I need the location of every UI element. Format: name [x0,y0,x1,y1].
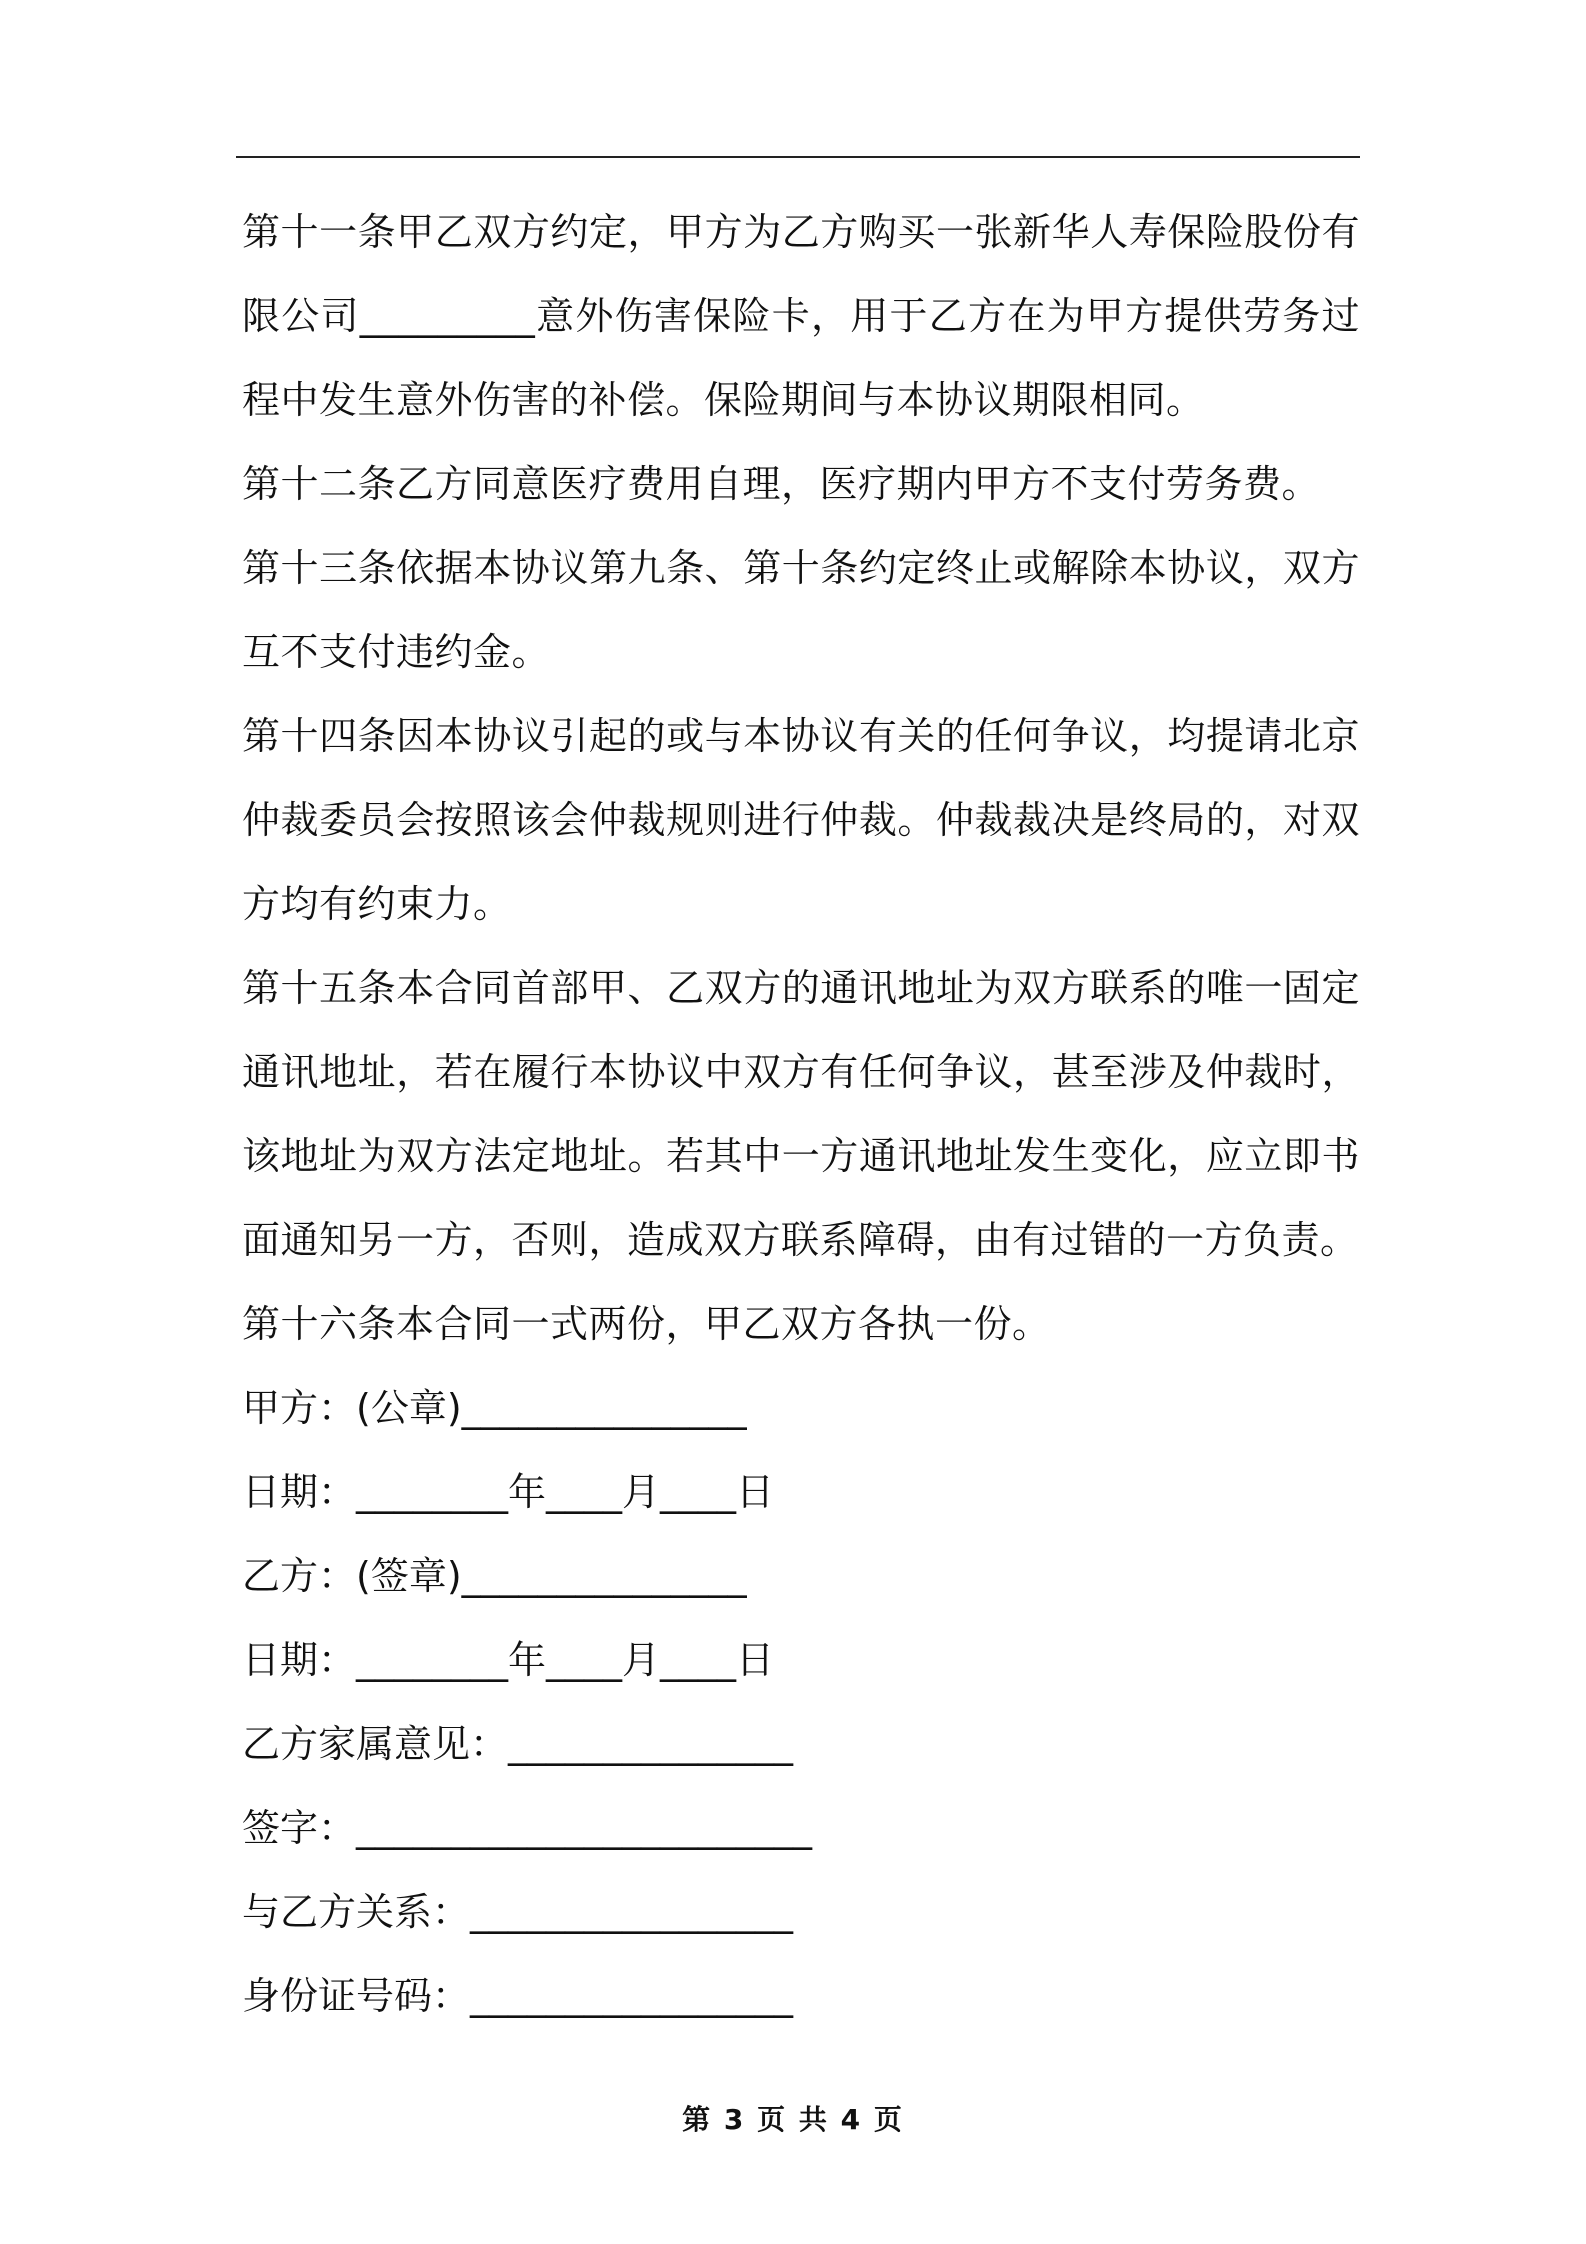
clause-16: 第十六条本合同一式两份，甲乙双方各执一份。 [242,1302,1051,1346]
party-a-seal-line: 甲方：(公章)_______________ [242,1386,747,1430]
clause-14: 第十四条因本协议引起的或与本协议有关的任何争议，均提请北京仲裁委员会按照该会仲裁规则进行仲裁。仲裁裁决是终局的，对双方均有约束力。 [242,714,1360,926]
clause-11: 第十一条甲乙双方约定，甲方为乙方购买一张新华人寿保险股份有限公司_________意外伤害保险卡，用于乙方在为甲方提供劳务过程中发生意外伤害的补偿。保险期间与本协议期限相同。 [242,210,1360,422]
relationship-line: 与乙方关系：_________________ [242,1890,794,1934]
clause-13: 第十三条依据本协议第九条、第十条约定终止或解除本协议，双方互不支付违约金。 [242,546,1360,674]
document-body [242,190,1360,2038]
clause-12: 第十二条乙方同意医疗费用自理，医疗期内甲方不支付劳务费。 [242,462,1321,506]
id-number-line: 身份证号码：_________________ [242,1974,794,2018]
page-number-footer: 第 3 页 共 4 页 [682,2103,904,2136]
family-signature-line: 签字：________________________ [242,1806,813,1850]
family-opinion-line: 乙方家属意见：_______________ [242,1722,794,1766]
party-b-date-line: 日期：________年____月____日 [242,1638,775,1682]
party-a-date-line: 日期：________年____月____日 [242,1470,775,1514]
clause-15: 第十五条本合同首部甲、乙双方的通讯地址为双方联系的唯一固定通讯地址，若在履行本协议中双方有任何争议，甚至涉及仲裁时，该地址为双方法定地址。若其中一方通讯地址发生变化，应立即书面通知另一方，否则，造成双方联系障碍，由有过错的一方负责。 [242,966,1360,1262]
header-rule [236,156,1360,158]
party-b-sign-line: 乙方：(签章)_______________ [242,1554,747,1598]
